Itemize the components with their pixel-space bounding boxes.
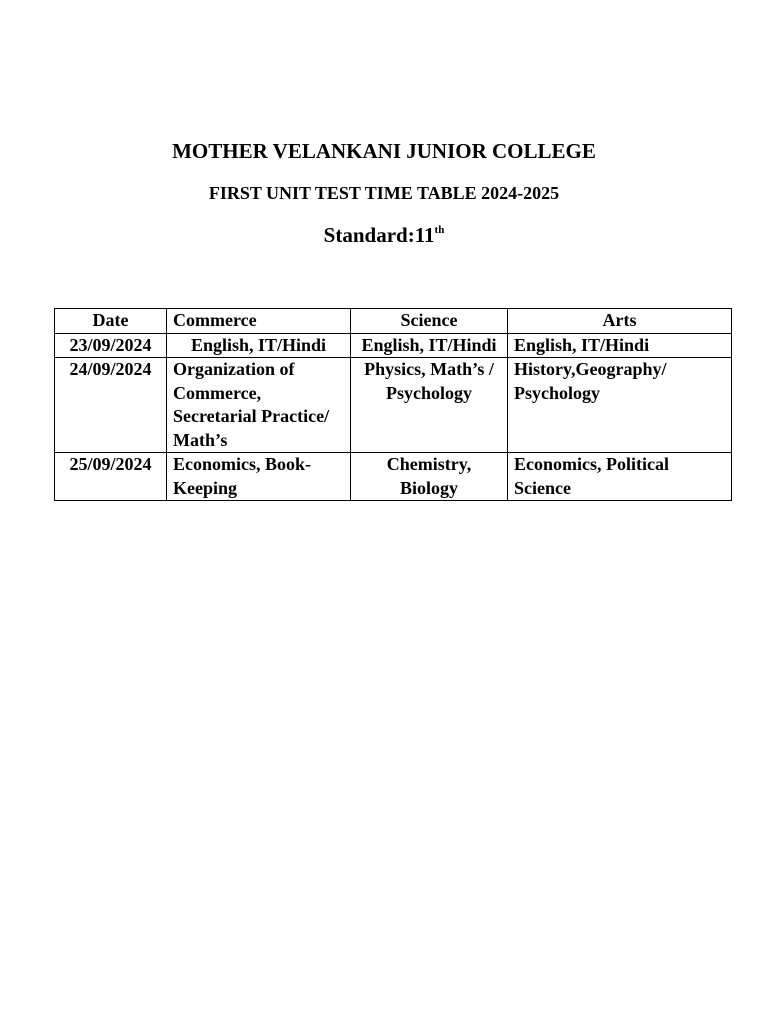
exam-timetable [54, 308, 732, 501]
standard-heading [0, 221, 768, 249]
college-name: MOTHER VELANKANI JUNIOR COLLEGE [172, 139, 596, 163]
date-cell: 24/09/2024 [55, 358, 167, 453]
standard-suffix: th [434, 224, 445, 236]
table-row [55, 333, 732, 358]
science-cell: Physics, Math’s / Psychology [351, 358, 508, 453]
date-cell: 25/09/2024 [55, 453, 167, 501]
arts-cell: History,Geography/ Psychology [508, 358, 732, 453]
arts-cell: English, IT/Hindi [508, 333, 732, 358]
column-header-arts: Arts [508, 309, 732, 334]
table-header-row [55, 309, 732, 334]
table-row [55, 358, 732, 453]
commerce-cell: Economics, Book-Keeping [167, 453, 351, 501]
standard-label: Standard:11 [323, 223, 435, 247]
timetable-title: FIRST UNIT TEST TIME TABLE 2024-2025 [208, 183, 560, 203]
commerce-cell: English, IT/Hindi [167, 333, 351, 358]
column-header-science: Science [351, 309, 508, 334]
commerce-cell: Organization of Commerce, Secretarial Practice/ Math’s [167, 358, 351, 453]
table-row [55, 453, 732, 501]
column-header-commerce: Commerce [167, 309, 351, 334]
column-header-date: Date [55, 309, 167, 334]
date-cell: 23/09/2024 [55, 333, 167, 358]
science-cell: Chemistry, Biology [351, 453, 508, 501]
arts-cell: Economics, Political Science [508, 453, 732, 501]
science-cell: English, IT/Hindi [351, 333, 508, 358]
